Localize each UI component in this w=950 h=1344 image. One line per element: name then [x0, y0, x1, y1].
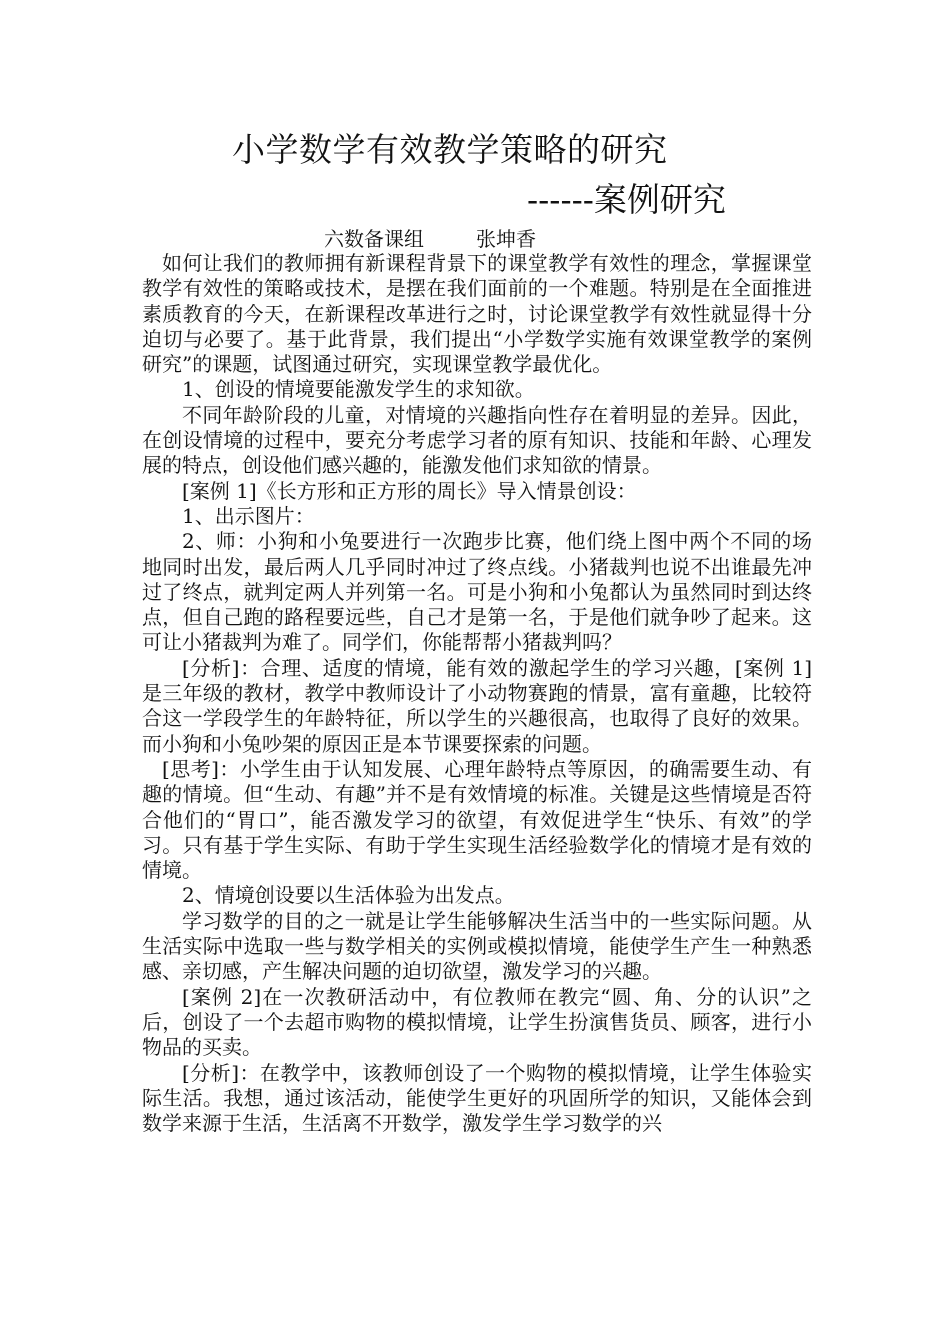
- document-subtitle: ------案例研究: [527, 180, 726, 219]
- body-paragraph: 如何让我们的教师拥有新课程背景下的课堂教学有效性的理念，掌握课堂教学有效性的策略或技术，是摆在我们面前的一个难题。特别是在全面推进素质教育的今天，在新课程改革进行之时，讨论课堂教学有效性就显得十分迫切与必要了。基于此背景，我们提出“小学数学实施有效课堂教学的案例研究”的课题，试图通过研究，实现课堂教学最优化。: [142, 251, 812, 377]
- body-paragraph: [思考]：小学生由于认知发展、心理年龄特点等原因，的确需要生动、有趣的情境。但“生动、有趣”并不是有效情境的标准。关键是这些情境是否符合他们的“胃口”，能否激发学习的欲望，有效促进学生“快乐、有效”的学习。只有基于学生实际、有助于学生实现生活经验数学化的情境才是有效的情境。: [142, 756, 812, 883]
- body-paragraph: [分析]：在教学中，该教师创设了一个购物的模拟情境，让学生体验实际生活。我想，通过该活动，能使学生更好的巩固所学的知识，又能体会到数学来源于生活，生活离不开数学，激发学生学习数学的兴: [142, 1060, 812, 1136]
- body-paragraph: 学习数学的目的之一就是让学生能够解决生活当中的一些实际问题。从生活实际中选取一些与数学相关的实例或模拟情境，能使学生产生一种熟悉感、亲切感，产生解决问题的迫切欲望，激发学习的兴趣。: [142, 908, 812, 984]
- author-line: [324, 226, 536, 252]
- body-paragraph: [分析]：合理、适度的情境，能有效的激起学生的学习兴趣，[案例 1]是三年级的教材，教学中教师设计了小动物赛跑的情景，富有童趣，比较符合这一学段学生的年龄特征，所以学生的兴趣很高，也取得了良好的效果。而小狗和小兔吵架的原因正是本节课要探索的问题。: [142, 655, 812, 756]
- document-title: 小学数学有效教学策略的研究: [232, 130, 668, 169]
- body-paragraph: 1、创设的情境要能激发学生的求知欲。: [182, 377, 535, 402]
- author-group: 六数备课组: [324, 227, 424, 251]
- body-paragraph: 1、出示图片：: [182, 503, 315, 528]
- body-paragraph: [案例 2]在一次教研活动中，有位教师在教完“圆、角、分的认识”之后，创设了一个去超市购物的模拟情境，让学生扮演售货员、顾客，进行小物品的买卖。: [142, 984, 812, 1060]
- body-paragraph: [案例 1]《长方形和正方形的周长》导入情景创设：: [182, 478, 637, 503]
- body-paragraph: 2、情境创设要以生活体验为出发点。: [182, 883, 515, 908]
- body-paragraph: 2、师：小狗和小兔要进行一次跑步比赛，他们绕上图中两个不同的场地同时出发，最后两人几乎同时冲过了终点线。小猪裁判也说不出谁最先冲过了终点，就判定两人并列第一名。可是小狗和小兔都认为虽然同时到达终点，但自己跑的路程要远些，自己才是第一名，于是他们就争吵了起来。这可让小猪裁判为难了。同学们，你能帮帮小猪裁判吗？: [142, 529, 812, 655]
- body-paragraph: 不同年龄阶段的儿童，对情境的兴趣指向性存在着明显的差异。因此，在创设情境的过程中，要充分考虑学习者的原有知识、技能和年龄、心理发展的特点，创设他们感兴趣的，能激发他们求知欲的情景。: [142, 402, 812, 478]
- document-body: [142, 251, 812, 1136]
- author-name: 张坤香: [476, 227, 536, 251]
